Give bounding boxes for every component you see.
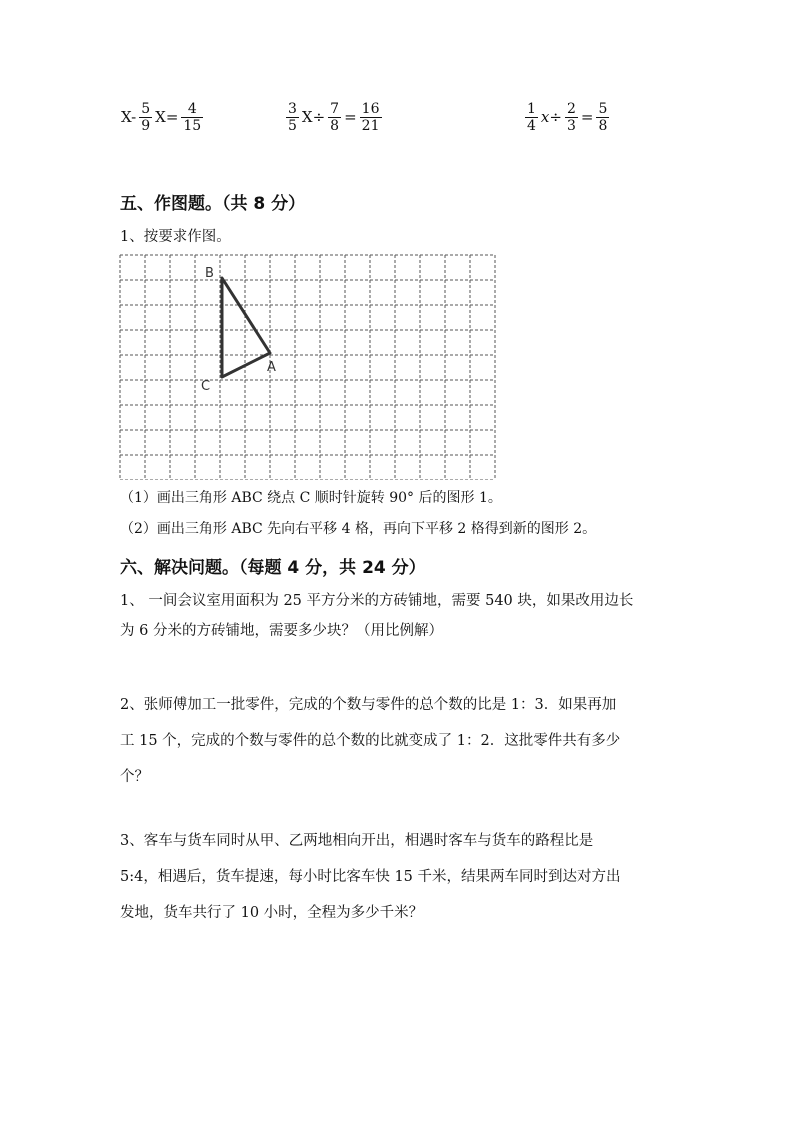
equation-1: [120, 97, 205, 137]
section5-sub1: （1）画出三角形 ABC 绕点 C 顺时针旋转 90° 后的图形 1。: [120, 490, 502, 506]
eq2-fraction-c: $\frac{16}{21}$: [361, 100, 380, 134]
section5-heading: 五、作图题。（共 8 分）: [120, 194, 306, 214]
section5-question1: 1、按要求作图。: [120, 229, 231, 245]
problem-2: [120, 690, 680, 792]
equation-3: [523, 97, 611, 137]
eq3-fraction-b: $\frac{2}{3}$: [566, 100, 576, 134]
label-c: C: [201, 379, 211, 394]
drawing-grid: [119, 254, 497, 484]
eq2-equals: =: [344, 108, 357, 126]
eq1-fraction-b: $\frac{4}{15}$: [183, 100, 202, 134]
problem-1-line-1: 1、 一间会议室用面积为 25 平方分米的方砖铺地，需要 540 块，如果改用边长: [120, 593, 634, 609]
equation-2: [284, 97, 384, 137]
eq3-fraction-c: $\frac{5}{8}$: [598, 100, 608, 134]
eq3-equals: =: [580, 108, 594, 126]
triangle-abc: [222, 278, 270, 377]
eq3-fraction-a: $\frac{1}{4}$: [527, 100, 536, 134]
problem-2-line-1: 2、张师傅加工一批零件，完成的个数与零件的总个数的比是 1：3．如果再加: [120, 697, 617, 713]
eq3-mid: x÷: [540, 108, 562, 126]
problem-3: [120, 826, 680, 928]
problem-3-line-3: 发地，货车共行了 10 小时，全程为多少千米？: [120, 905, 424, 921]
problem-2-line-2: 工 15 个，完成的个数与零件的总个数的比就变成了 1：2．这批零件共有多少: [120, 733, 621, 749]
section6-heading: 六、解决问题。（每题 4 分，共 24 分）: [120, 558, 426, 578]
eq2-fraction-b: $\frac{7}{8}$: [330, 100, 340, 134]
label-a: A: [267, 360, 276, 375]
grid-svg: [119, 254, 497, 480]
eq1-mid: X=: [155, 108, 179, 126]
problem-1: [120, 586, 680, 646]
eq2-fraction-a: $\frac{3}{5}$: [288, 100, 297, 134]
section5-sub2: （2）画出三角形 ABC 先向右平移 4 格，再向下平移 2 格得到新的图形 2。: [120, 521, 597, 537]
problem-3-line-2: 5:4，相遇后，货车提速，每小时比客车快 15 千米，结果两车同时到达对方出: [120, 869, 621, 885]
grid-lines: [120, 255, 495, 480]
eq2-mid: X÷: [301, 108, 326, 126]
problem-1-line-2: 为 6 分米的方砖铺地，需要多少块？（用比例解）: [120, 623, 443, 639]
problem-2-line-3: 个？: [120, 769, 149, 785]
label-b: B: [205, 266, 214, 281]
eq1-fraction-a: $\frac{5}{9}$: [141, 100, 151, 134]
eq1-lead: X-: [121, 108, 137, 126]
problem-3-line-1: 3、客车与货车同时从甲、乙两地相向开出，相遇时客车与货车的路程比是: [120, 833, 594, 849]
